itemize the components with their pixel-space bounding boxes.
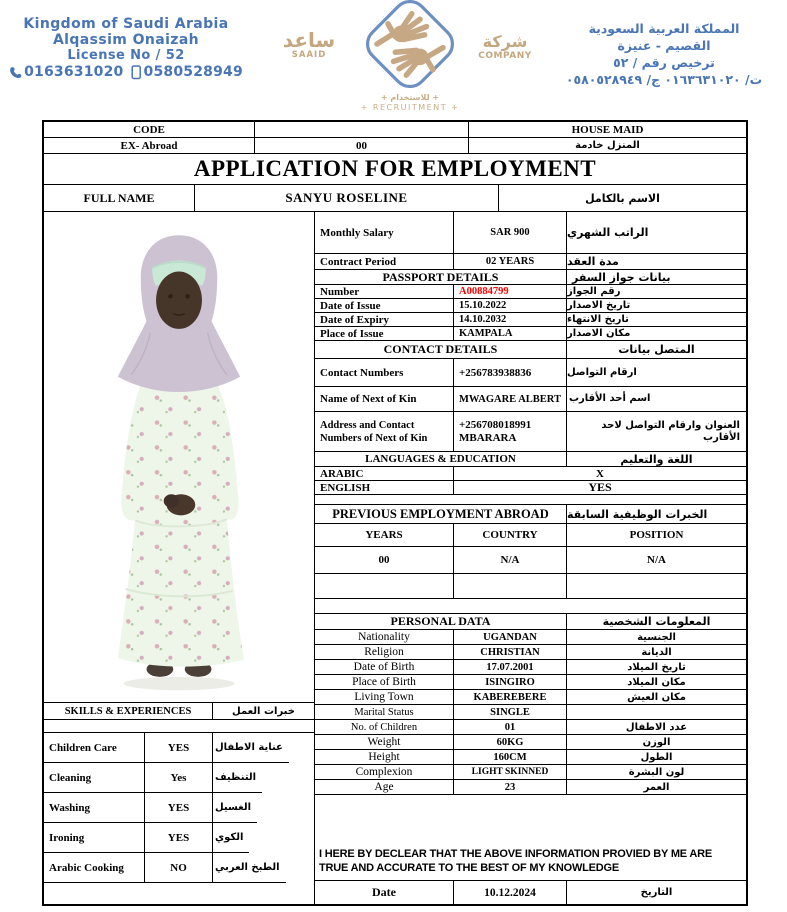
- passport-row-value: KAMPALA: [454, 327, 567, 341]
- prev-position-value: N/A: [567, 547, 746, 574]
- passport-row-label: Place of Issue: [315, 327, 454, 341]
- passport-section-header: PASSPORT DETAILS: [315, 270, 567, 285]
- skill-arabic: الكوي: [213, 823, 249, 853]
- personal-row-value: ISINGIRO: [454, 675, 567, 690]
- employment-application-form: [42, 120, 748, 906]
- languages-section-header: LANGUAGES & EDUCATION: [315, 452, 567, 467]
- contact-row-value: [454, 412, 567, 452]
- passport-section-header-arabic: بيانات جواز السفر: [567, 270, 746, 285]
- contact-section-header: CONTACT DETAILS: [315, 341, 567, 359]
- personal-row-arabic: مكان العيش: [567, 690, 746, 705]
- language-label: ENGLISH: [315, 481, 454, 495]
- phone-line: [8, 64, 244, 80]
- language-value: YES: [454, 481, 746, 495]
- mobile-icon: [131, 65, 142, 80]
- skills-header: SKILLS & EXPERIENCES: [44, 703, 213, 720]
- passport-row-label: Date of Expiry: [315, 313, 454, 327]
- personal-row-arabic: الديانة: [567, 645, 746, 660]
- position-title: HOUSE MAID: [469, 122, 746, 138]
- personal-row-arabic: الجنسية: [567, 630, 746, 645]
- contact-row-value: MWAGARE ALBERT: [454, 387, 567, 412]
- phone-line-ar: ت/ ٠١٦٣٦٣١٠٢٠ ج/ ٠٥٨٠٥٢٨٩٤٩: [565, 72, 763, 87]
- skill-label: Arabic Cooking: [44, 853, 145, 883]
- skill-arabic: التنظيف: [213, 763, 262, 793]
- contract-value: 02 YEARS: [454, 254, 567, 270]
- personal-row-label: Nationality: [315, 630, 454, 645]
- personal-row-arabic: الوزن: [567, 735, 746, 750]
- left-pane: [44, 212, 315, 904]
- company-latin: COMPANY: [478, 51, 532, 61]
- region-line: Alqassim Onaizah: [52, 32, 200, 48]
- ex-abroad-label: EX- Abroad: [44, 138, 255, 154]
- phone-number-2: 0580528949: [143, 64, 243, 80]
- contact-section-header-arabic: المتصل بيانات: [567, 341, 746, 359]
- salary-label: Monthly Salary: [315, 212, 454, 254]
- passport-row-arabic: تاريخ الانتهاء: [567, 313, 746, 327]
- spacer-row: [315, 599, 746, 614]
- passport-row-value: 15.10.2022: [454, 299, 567, 313]
- personal-row-arabic: العمر: [567, 780, 746, 795]
- personal-row-label: No. of Children: [315, 720, 454, 735]
- personal-row-label: Complexion: [315, 765, 454, 780]
- salary-label-arabic: الراتب الشهري: [567, 212, 746, 254]
- passport-row-label: Number: [315, 285, 454, 299]
- personal-row-arabic: مكان الميلاد: [567, 675, 746, 690]
- personal-row-label: Height: [315, 750, 454, 765]
- skill-value: Yes: [145, 763, 213, 793]
- logo-latin-caption: + RECRUITMENT +: [360, 103, 460, 112]
- saaid-latin: SAAID: [291, 50, 327, 60]
- personal-row-value: LIGHT SKINNED: [454, 765, 567, 780]
- language-label: ARABIC: [315, 467, 454, 481]
- passport-row-arabic: مكان الاصدار: [567, 327, 746, 341]
- personal-row-value: 60KG: [454, 735, 567, 750]
- passport-row-arabic: تاريخ الاصدار: [567, 299, 746, 313]
- full-name-label: FULL NAME: [44, 185, 195, 212]
- spacer-row: [315, 495, 746, 505]
- contact-row-arabic: العنوان وارقام التواصل لاحد الأقارب: [567, 412, 746, 452]
- code-label: CODE: [44, 122, 255, 138]
- personal-row-value: KABEREBERE: [454, 690, 567, 705]
- contact-row-value: +256783938836: [454, 359, 567, 387]
- date-label-arabic: التاريخ: [640, 887, 673, 898]
- passport-row-arabic: رقم الجواز: [567, 285, 746, 299]
- skill-label: Washing: [44, 793, 145, 823]
- passport-number-value: A00884799: [454, 285, 567, 299]
- kingdom-line-ar: المملكة العربية السعودية: [588, 21, 740, 36]
- personal-section-header-arabic: المعلومات الشخصية: [567, 614, 746, 630]
- prev-years-value: 00: [315, 547, 454, 574]
- date-value: 10.12.2024: [454, 881, 567, 904]
- contact-row-arabic: اسم أحد الأقارب: [567, 387, 746, 412]
- prev-employment-header: PREVIOUS EMPLOYMENT ABROAD: [315, 505, 567, 524]
- code-empty-cell: [255, 122, 469, 138]
- salary-value: SAR 900: [454, 212, 567, 254]
- position-title-arabic: المنزل خادمة: [469, 138, 746, 154]
- contract-label-arabic: مدة العقد: [567, 254, 746, 270]
- skill-value: YES: [145, 823, 213, 853]
- saaid-arabic: ساعد: [282, 28, 336, 52]
- personal-row-value: 17.07.2001: [454, 660, 567, 675]
- languages-section-header-arabic: اللغة والتعليم: [567, 452, 746, 467]
- skill-value: YES: [145, 793, 213, 823]
- skill-label: Cleaning: [44, 763, 145, 793]
- personal-row-label: Place of Birth: [315, 675, 454, 690]
- personal-row-label: Living Town: [315, 690, 454, 705]
- right-pane: [315, 212, 746, 904]
- contract-label: Contract Period: [315, 254, 454, 270]
- personal-row-arabic: [567, 705, 746, 720]
- phone-number-1: 0163631020: [24, 64, 124, 80]
- skill-label: Ironing: [44, 823, 145, 853]
- personal-row-value: UGANDAN: [454, 630, 567, 645]
- language-value: X: [454, 467, 746, 481]
- form-title: APPLICATION FOR EMPLOYMENT: [44, 154, 746, 185]
- prev-col-years: YEARS: [315, 524, 454, 547]
- declaration-text: I HERE BY DECLEAR THAT THE ABOVE INFORMATION PROVIED BY ME ARE TRUE AND ACCURATE TO THE BEST OF MY KNOWLEDGE: [319, 848, 712, 874]
- prev-country-value: N/A: [454, 547, 567, 574]
- skill-value: NO: [145, 853, 213, 883]
- skill-arabic: الطبخ العربي: [213, 853, 286, 883]
- prev-employment-header-arabic: الخبرات الوظيفية السابقة: [567, 505, 746, 524]
- full-name-label-arabic: الاسم بالكامل: [499, 185, 746, 212]
- contact-row-arabic: ارقام التواصل: [567, 359, 746, 387]
- personal-row-value: 23: [454, 780, 567, 795]
- passport-row-label: Date of Issue: [315, 299, 454, 313]
- logo-arabic-caption: + للاستخدام +: [380, 93, 440, 102]
- region-line-ar: القصيم - عنيزة: [617, 38, 711, 53]
- skill-label: Children Care: [44, 733, 145, 763]
- prev-empty-cell: [315, 574, 454, 599]
- skill-arabic: عناية الاطفال: [213, 733, 289, 763]
- agency-logo: [344, 0, 476, 113]
- company-arabic: شركة: [482, 32, 528, 51]
- saaid-wordmark: [280, 30, 338, 60]
- agency-header-left: [8, 16, 244, 80]
- contact-row-label: Name of Next of Kin: [315, 387, 454, 412]
- agency-header-right-arabic: [548, 20, 780, 88]
- prev-col-country: COUNTRY: [454, 524, 567, 547]
- personal-row-label: Marital Status: [315, 705, 454, 720]
- applicant-photo-figure: [90, 218, 268, 696]
- applicant-photo: [44, 212, 314, 703]
- company-wordmark: [474, 33, 536, 61]
- code-value: 00: [255, 138, 469, 154]
- skills-bottom-spacer: [44, 883, 314, 904]
- personal-row-value: 01: [454, 720, 567, 735]
- skills-spacer: [44, 720, 314, 733]
- personal-row-label: Weight: [315, 735, 454, 750]
- full-name-value: SANYU ROSELINE: [195, 185, 499, 212]
- date-label: Date: [315, 881, 454, 904]
- prev-empty-cell: [567, 574, 746, 599]
- next-of-kin-number: +256708018991: [459, 418, 532, 431]
- personal-row-label: Date of Birth: [315, 660, 454, 675]
- personal-row-arabic: لون البشرة: [567, 765, 746, 780]
- personal-row-arabic: تاريخ الميلاد: [567, 660, 746, 675]
- personal-row-value: CHRISTIAN: [454, 645, 567, 660]
- contact-row-label: Address and Contact Numbers of Next of Kin: [315, 412, 454, 452]
- personal-section-header: PERSONAL DATA: [315, 614, 567, 630]
- skill-arabic: الغسيل: [213, 793, 257, 823]
- personal-row-value: SINGLE: [454, 705, 567, 720]
- personal-row-value: 160CM: [454, 750, 567, 765]
- two-hands-logo-icon: [345, 75, 475, 92]
- personal-row-arabic: عدد الاطفال: [567, 720, 746, 735]
- next-of-kin-town: MBARARA: [459, 431, 517, 444]
- passport-row-value: 14.10.2032: [454, 313, 567, 327]
- prev-col-position: POSITION: [567, 524, 746, 547]
- personal-row-label: Religion: [315, 645, 454, 660]
- skills-header-arabic: خبرات العمل: [213, 703, 314, 720]
- license-line-ar: ترخيص رقم / ٥٢: [613, 55, 715, 70]
- prev-empty-cell: [454, 574, 567, 599]
- kingdom-line: Kingdom of Saudi Arabia: [23, 16, 229, 32]
- phone-icon: [9, 66, 22, 79]
- personal-row-label: Age: [315, 780, 454, 795]
- contact-row-label: Contact Numbers: [315, 359, 454, 387]
- personal-row-arabic: الطول: [567, 750, 746, 765]
- license-line: License No / 52: [67, 48, 185, 63]
- skill-value: YES: [145, 733, 213, 763]
